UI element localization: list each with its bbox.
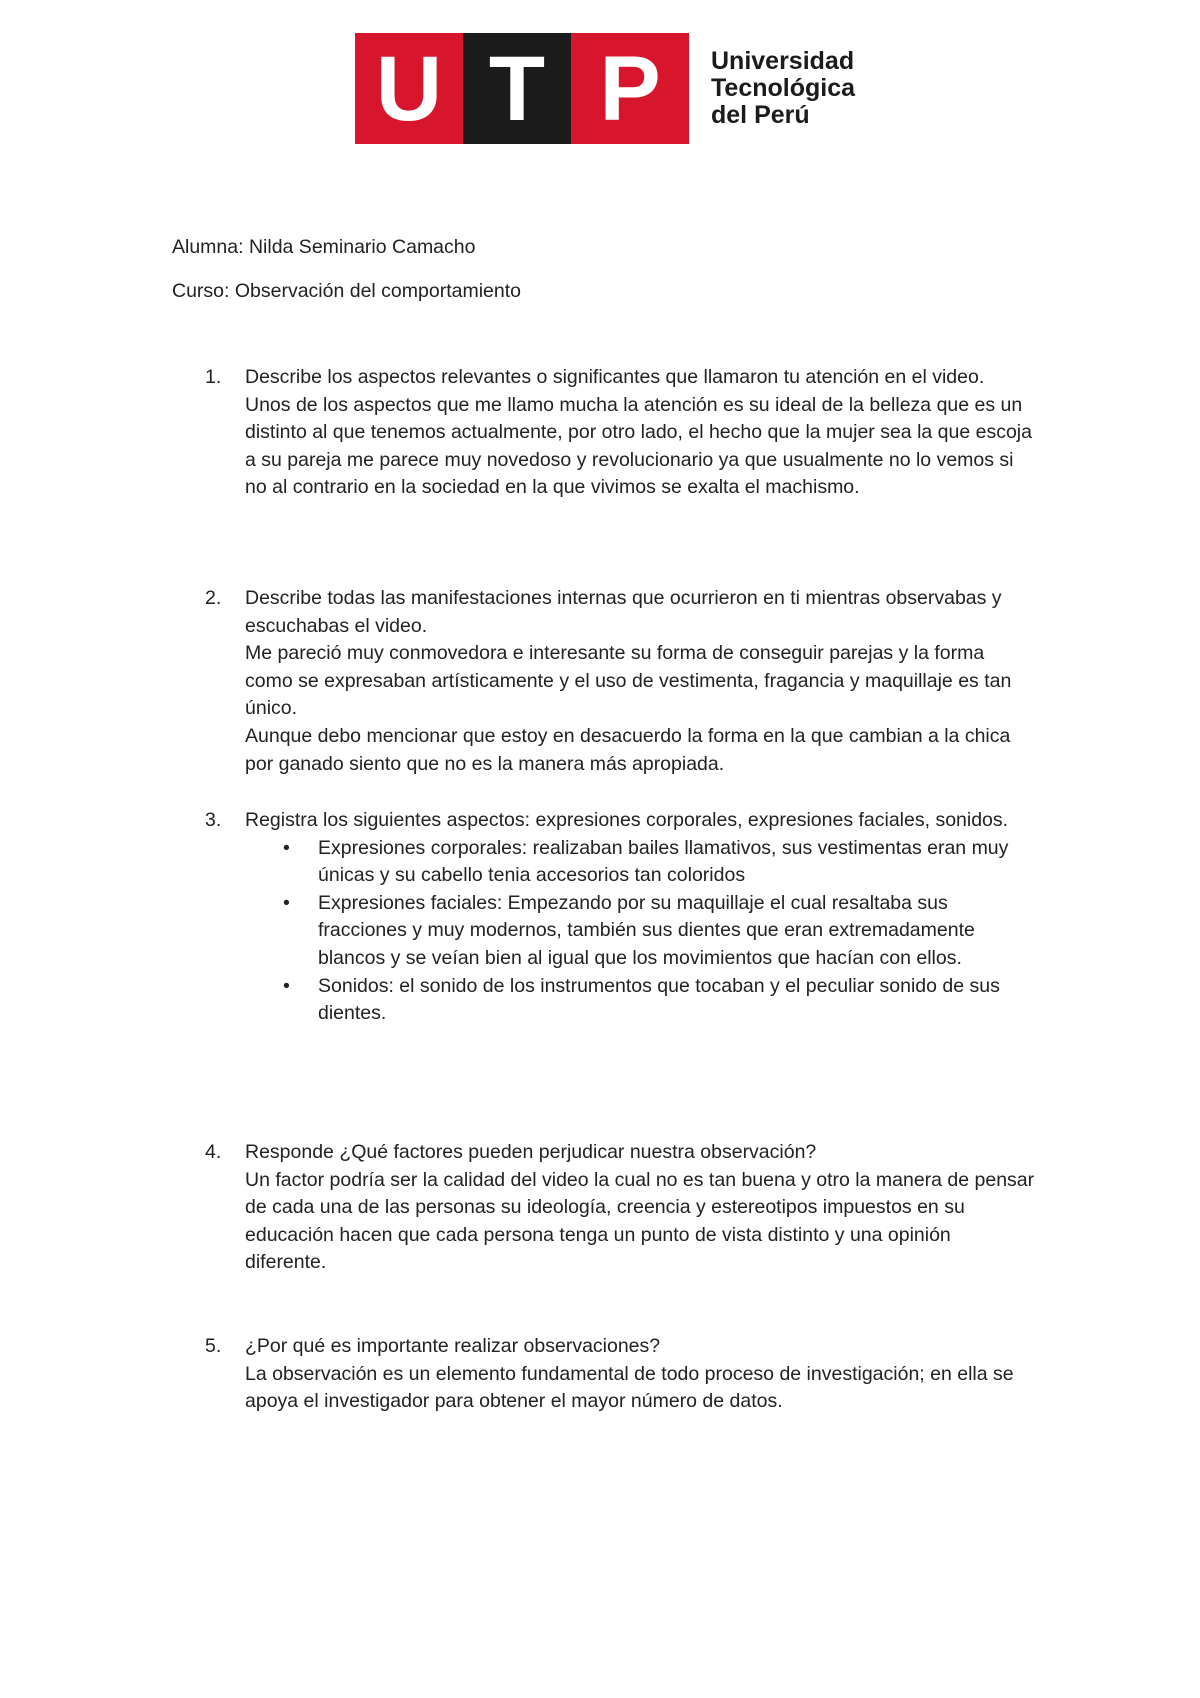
bullet-icon: • bbox=[283, 891, 290, 914]
bullet-item bbox=[245, 835, 1035, 890]
answer-text: Me pareció muy conmovedora e interesante su forma de conseguir parejas y la forma como se expresaban artísticamente y el uso de vestimenta, fragancia y maquillaje es tan único. bbox=[245, 642, 1012, 720]
question-text: Describe todas las manifestaciones internas que ocurrieron en ti mientras observabas y escuchabas el video. bbox=[245, 587, 1002, 637]
question-text: ¿Por qué es importante realizar observaciones? bbox=[245, 1335, 661, 1357]
question-number: 1. bbox=[205, 366, 222, 388]
bullet-text: Expresiones corporales: realizaban bailes llamativos, sus vestimentas eran muy únicas y su cabello tenia accesorios tan coloridos bbox=[318, 836, 1009, 887]
question-text: Responde ¿Qué factores pueden perjudicar nuestra observación? bbox=[245, 1141, 817, 1163]
question-body bbox=[245, 585, 1035, 778]
answer-text: La observación es un elemento fundamental de todo proceso de investigación; en ella se apoya el investigador para obtener el mayor número de datos. bbox=[245, 1362, 1014, 1413]
logo-letter-t: T bbox=[463, 33, 571, 144]
question-text: Describe los aspectos relevantes o significantes que llamaron tu atención en el video. bbox=[245, 366, 985, 388]
question-text: Registra los siguientes aspectos: expresiones corporales, expresiones faciales, sonidos. bbox=[245, 809, 1009, 831]
bullet-text: Sonidos: el sonido de los instrumentos que tocaban y el peculiar sonido de sus dientes. bbox=[318, 974, 1000, 1025]
bullet-text: Expresiones faciales: Empezando por su maquillaje el cual resaltaba sus fracciones y muy modernos, también sus dientes que eran extremadamente blancos y se veían bien al igual que los movimientos que hacían con ellos. bbox=[318, 891, 975, 969]
logo-name-line-1: Universidad bbox=[711, 47, 855, 75]
bullet-icon: • bbox=[283, 974, 290, 997]
question-number: 5. bbox=[205, 1335, 222, 1357]
logo-letter-u: U bbox=[355, 33, 463, 144]
logo-name-line-3: del Perú bbox=[711, 101, 810, 129]
student-name: Alumna: Nilda Seminario Camacho bbox=[172, 236, 476, 258]
logo-university-name bbox=[711, 33, 855, 144]
question-body bbox=[245, 1139, 1035, 1277]
logo-letter-p: P bbox=[571, 33, 689, 144]
question-body bbox=[245, 807, 1035, 1028]
utp-logo bbox=[355, 33, 855, 144]
bullet-item bbox=[245, 973, 1035, 1028]
answer-text-2: Aunque debo mencionar que estoy en desacuerdo la forma en la que cambian a la chica por ganado siento que no es la manera más apropiada. bbox=[245, 724, 1011, 775]
answer-text: Unos de los aspectos que me llamo mucha la atención es su ideal de la belleza que es un distinto al que tenemos actualmente, por otro lado, el hecho que la mujer sea la que escoja a su pareja me parece muy novedoso y revolucionario ya que usualmente no lo vemos si no al contrario en la sociedad en la que vivimos se exalta el machismo. bbox=[245, 393, 1032, 499]
bullet-list bbox=[245, 835, 1035, 1028]
logo-name-line-2: Tecnológica bbox=[711, 74, 856, 102]
course-name: Curso: Observación del comportamiento bbox=[172, 280, 521, 302]
logo-letter-blocks bbox=[355, 33, 689, 144]
question-number: 3. bbox=[205, 809, 222, 831]
question-number: 4. bbox=[205, 1141, 222, 1163]
question-body bbox=[245, 364, 1035, 502]
bullet-icon: • bbox=[283, 836, 290, 859]
question-body bbox=[245, 1333, 1035, 1416]
question-number: 2. bbox=[205, 587, 222, 609]
bullet-item bbox=[245, 890, 1035, 973]
answer-text: Un factor podría ser la calidad del video la cual no es tan buena y otro la manera de pensar de cada una de las personas su ideología, creencia y estereotipos impuestos en su educación hacen que cada persona tenga un punto de vista distinto y una opinión diferente. bbox=[245, 1168, 1035, 1274]
